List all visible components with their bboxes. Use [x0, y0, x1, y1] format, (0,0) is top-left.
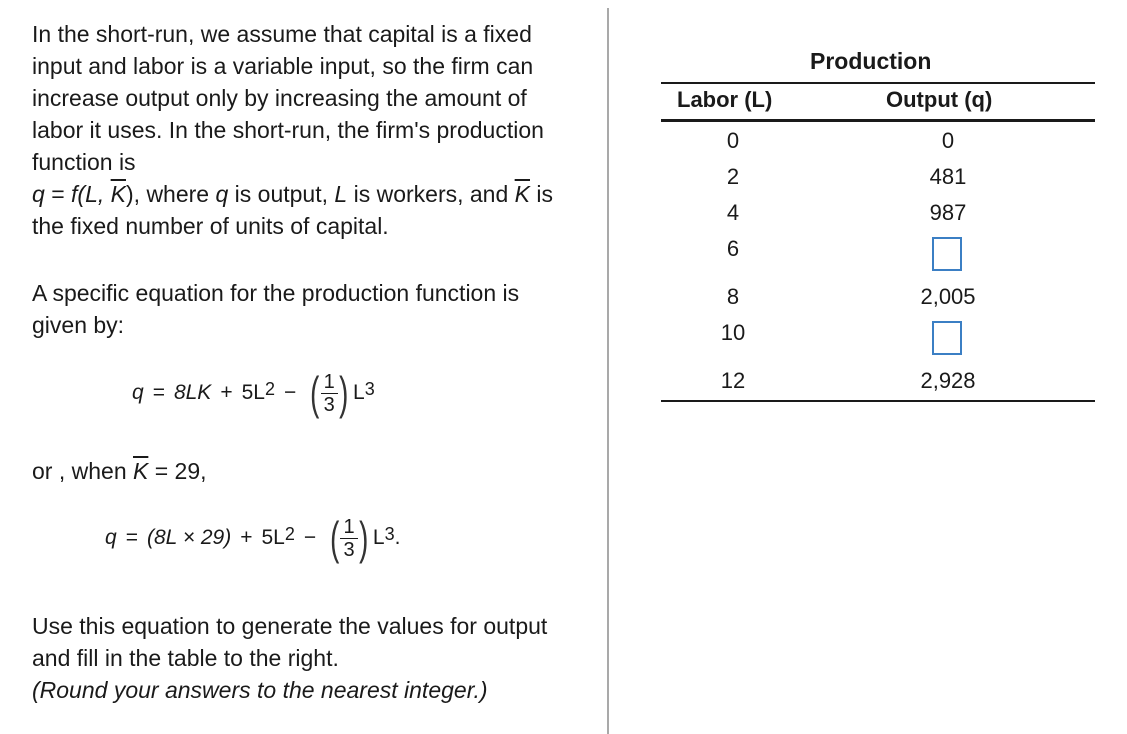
- fraction-one-third: [340, 516, 357, 561]
- labor-cell: 2: [726, 164, 740, 189]
- column-header-labor: Labor (L): [677, 87, 773, 112]
- instructions-paragraph: [32, 610, 572, 706]
- eq-fraction-group: [307, 367, 351, 419]
- output-answer-input-l6[interactable]: [932, 237, 962, 271]
- output-cell: 987: [929, 200, 967, 225]
- labor-cell: 0: [726, 128, 740, 153]
- intro-text: In the short-run, we assume that capital is a fixed input and labor is a variable input, so the firm can increase output only by increasing the amount of labor it uses. In the short-run, the firm's production function is: [32, 21, 544, 175]
- var-k-bar: $\overline{K}$: [110, 181, 126, 207]
- when-prefix: or , when: [32, 458, 127, 484]
- eq-period: .: [394, 526, 401, 549]
- production-equation-substituted: q = (8L × 29) + 5L $^2$ − ( $\frac{1}{3}$ ) L $^3$ .: [105, 512, 401, 564]
- table-top-rule: [661, 82, 1095, 84]
- left-paren: (: [330, 512, 340, 564]
- intro-paragraph: [32, 18, 572, 242]
- table-title: Production: [810, 48, 932, 74]
- where-text: where: [146, 181, 210, 207]
- output-cell: 481: [929, 164, 967, 189]
- workers-text: is workers, and: [353, 181, 509, 207]
- table-header-rule: [661, 119, 1095, 122]
- output-cell: 2,005: [920, 284, 976, 309]
- column-header-output: Output (q): [886, 87, 993, 112]
- output-answer-input-l10[interactable]: [932, 321, 962, 355]
- labor-cell: 4: [726, 200, 740, 225]
- instructions-text: Use this equation to generate the values for output and fill in the table to the right.: [32, 613, 548, 671]
- eq-term-8lk: 8LK: [173, 381, 212, 404]
- right-paren: ): [358, 512, 368, 564]
- var-q: q: [32, 181, 45, 207]
- var-k-bar: $\overline{K}$: [514, 181, 530, 207]
- output-text: is output,: [234, 181, 329, 207]
- eq-term-5l: 5L: [261, 526, 285, 549]
- vertical-divider: [607, 8, 609, 734]
- fraction-numerator: 1: [340, 516, 357, 539]
- eq-term-8l-times-29: (8L × 29): [146, 526, 232, 549]
- labor-cell: 8: [726, 284, 740, 309]
- fraction-numerator: 1: [321, 371, 338, 394]
- right-paren: ): [338, 367, 348, 419]
- var-k-bar: $\overline{K}$: [133, 458, 149, 484]
- eq-minus: −: [283, 381, 297, 404]
- fraction-denominator: 3: [343, 538, 355, 561]
- table-bottom-rule: [661, 400, 1095, 402]
- labor-cell: 6: [726, 236, 740, 261]
- eq-plus: +: [220, 381, 233, 404]
- function-f: f(L,: [71, 181, 111, 207]
- when-line: [32, 455, 207, 487]
- when-suffix: = 29,: [154, 458, 207, 484]
- eq-term-5l: 5L: [241, 381, 265, 404]
- fraction-denominator: 3: [323, 393, 335, 416]
- eq-equals: =: [152, 381, 165, 404]
- labor-cell: 10: [720, 320, 746, 345]
- output-cell: 0: [941, 128, 955, 153]
- production-equation: q = 8LK + 5L $^2$ − ( $\frac{1}{3}$ ) L $^3$: [132, 367, 375, 419]
- eq-q: q: [105, 526, 117, 549]
- var-l: L: [334, 181, 348, 207]
- eq-plus: +: [240, 526, 253, 549]
- rounding-note: (Round your answers to the nearest integer.): [32, 677, 488, 703]
- eq-term-l: L: [353, 381, 365, 404]
- eq-fraction-group: [327, 512, 371, 564]
- var-q: q: [215, 181, 229, 207]
- eq-equals: =: [125, 526, 138, 549]
- close-paren: ),: [125, 181, 141, 207]
- fraction-one-third: [321, 371, 338, 416]
- capital-text: is the fixed number of units of capital.: [32, 181, 554, 239]
- left-paren: (: [310, 367, 320, 419]
- specific-paragraph: A specific equation for the production function is given by:: [32, 280, 520, 338]
- eq-q: q: [132, 381, 144, 404]
- eq-term-l: L: [372, 526, 385, 549]
- equals-sign: =: [51, 181, 65, 207]
- labor-cell: 12: [720, 368, 746, 393]
- eq-minus: −: [303, 526, 317, 549]
- output-cell: 2,928: [920, 368, 976, 393]
